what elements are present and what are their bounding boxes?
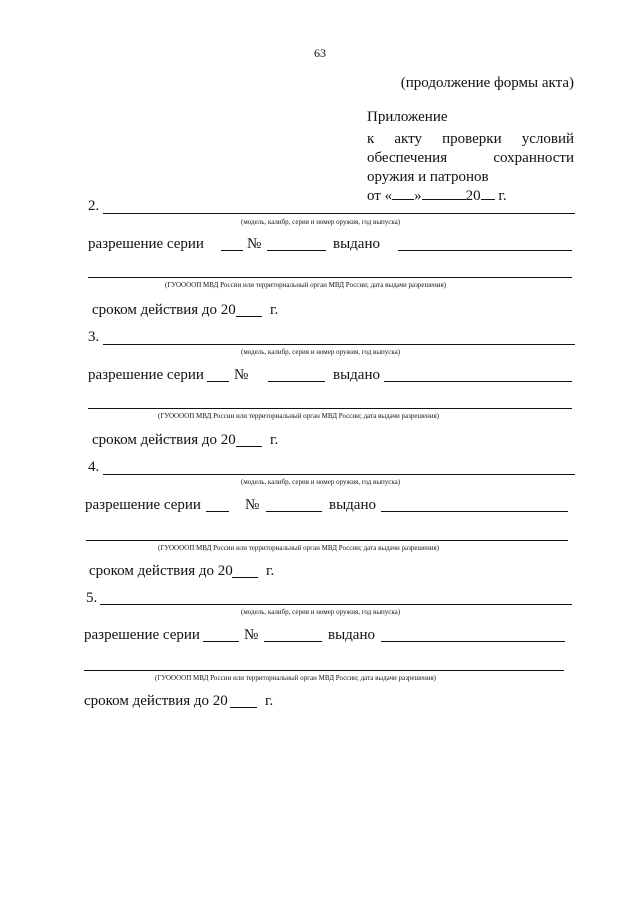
permit-series-field[interactable]	[203, 641, 239, 642]
appendix-line-2: обеспечения сохранности	[367, 150, 574, 166]
permit-number-field[interactable]	[268, 381, 325, 382]
number-sign: №	[234, 367, 249, 383]
date-month-blank[interactable]	[422, 187, 466, 200]
authority-field[interactable]	[88, 408, 572, 409]
permit-series-label: разрешение серии	[84, 627, 200, 643]
validity-year-field[interactable]	[230, 707, 257, 708]
issued-label: выдано	[333, 236, 380, 252]
number-sign: №	[245, 497, 260, 513]
permit-number-field[interactable]	[264, 641, 322, 642]
entry-number: 2.	[88, 198, 100, 214]
continuation-note: (продолжение формы акта)	[400, 75, 574, 91]
appendix-title: Приложение	[367, 109, 448, 125]
year-suffix: г.	[265, 693, 274, 709]
permit-series-label: разрешение серии	[88, 367, 204, 383]
entry-number: 5.	[86, 590, 98, 606]
weapon-caption: (модель, калибр, серия и номер оружия, год выпуска)	[241, 478, 401, 486]
authority-caption: (ГУООООП МВД России или территориальный орган МВД России; дата выдачи разрешения)	[158, 544, 440, 552]
authority-caption: (ГУООООП МВД России или территориальный орган МВД России; дата выдачи разрешения)	[165, 281, 447, 289]
permit-series-field[interactable]	[221, 250, 243, 251]
issued-field[interactable]	[381, 641, 565, 642]
number-sign: №	[244, 627, 259, 643]
permit-number-field[interactable]	[266, 511, 322, 512]
authority-caption: (ГУООООП МВД России или территориальный орган МВД России; дата выдачи разрешения)	[158, 412, 440, 420]
permit-series-field[interactable]	[206, 511, 229, 512]
weapon-field[interactable]	[103, 213, 575, 214]
authority-caption: (ГУООООП МВД России или территориальный орган МВД России; дата выдачи разрешения)	[155, 674, 437, 682]
validity-label: сроком действия до 20	[84, 693, 228, 709]
weapon-field[interactable]	[103, 344, 575, 345]
weapon-caption: (модель, калибр, серия и номер оружия, год выпуска)	[241, 348, 401, 356]
year-suffix: г.	[266, 563, 275, 579]
page-number: 63	[314, 46, 326, 60]
authority-field[interactable]	[86, 540, 568, 541]
weapon-caption: (модель, калибр, серия и номер оружия, год выпуска)	[241, 608, 401, 616]
permit-series-field[interactable]	[207, 381, 229, 382]
issued-field[interactable]	[398, 250, 572, 251]
weapon-field[interactable]	[103, 474, 575, 475]
appendix-date	[367, 186, 574, 206]
validity-label: сроком действия до 20	[92, 432, 236, 448]
date-suffix: г.	[498, 188, 507, 204]
authority-field[interactable]	[84, 670, 564, 671]
validity-year-field[interactable]	[236, 316, 262, 317]
permit-number-field[interactable]	[267, 250, 326, 251]
weapon-field[interactable]	[100, 604, 572, 605]
entry-number: 4.	[88, 459, 100, 475]
year-suffix: г.	[270, 302, 279, 318]
issued-label: выдано	[329, 497, 376, 513]
validity-year-field[interactable]	[236, 446, 262, 447]
validity-label: сроком действия до 20	[89, 563, 233, 579]
validity-label: сроком действия до 20	[92, 302, 236, 318]
entry-number: 3.	[88, 329, 100, 345]
number-sign: №	[247, 236, 262, 252]
appendix-line-1: к акту проверки условий	[367, 131, 574, 147]
validity-year-field[interactable]	[232, 577, 258, 578]
issued-label: выдано	[333, 367, 380, 383]
permit-series-label: разрешение серии	[88, 236, 204, 252]
permit-series-label: разрешение серии	[85, 497, 201, 513]
date-prefix: от «	[367, 188, 393, 204]
date-year-blank[interactable]	[481, 187, 495, 200]
date-day-blank[interactable]	[392, 187, 414, 200]
date-quote-close: »	[414, 188, 422, 204]
issued-field[interactable]	[381, 511, 568, 512]
year-suffix: г.	[270, 432, 279, 448]
issued-label: выдано	[328, 627, 375, 643]
authority-field[interactable]	[88, 277, 572, 278]
weapon-caption: (модель, калибр, серия и номер оружия, год выпуска)	[241, 218, 401, 226]
date-year: 20	[465, 188, 481, 204]
appendix-line-3: оружия и патронов	[367, 169, 489, 185]
issued-field[interactable]	[384, 381, 572, 382]
